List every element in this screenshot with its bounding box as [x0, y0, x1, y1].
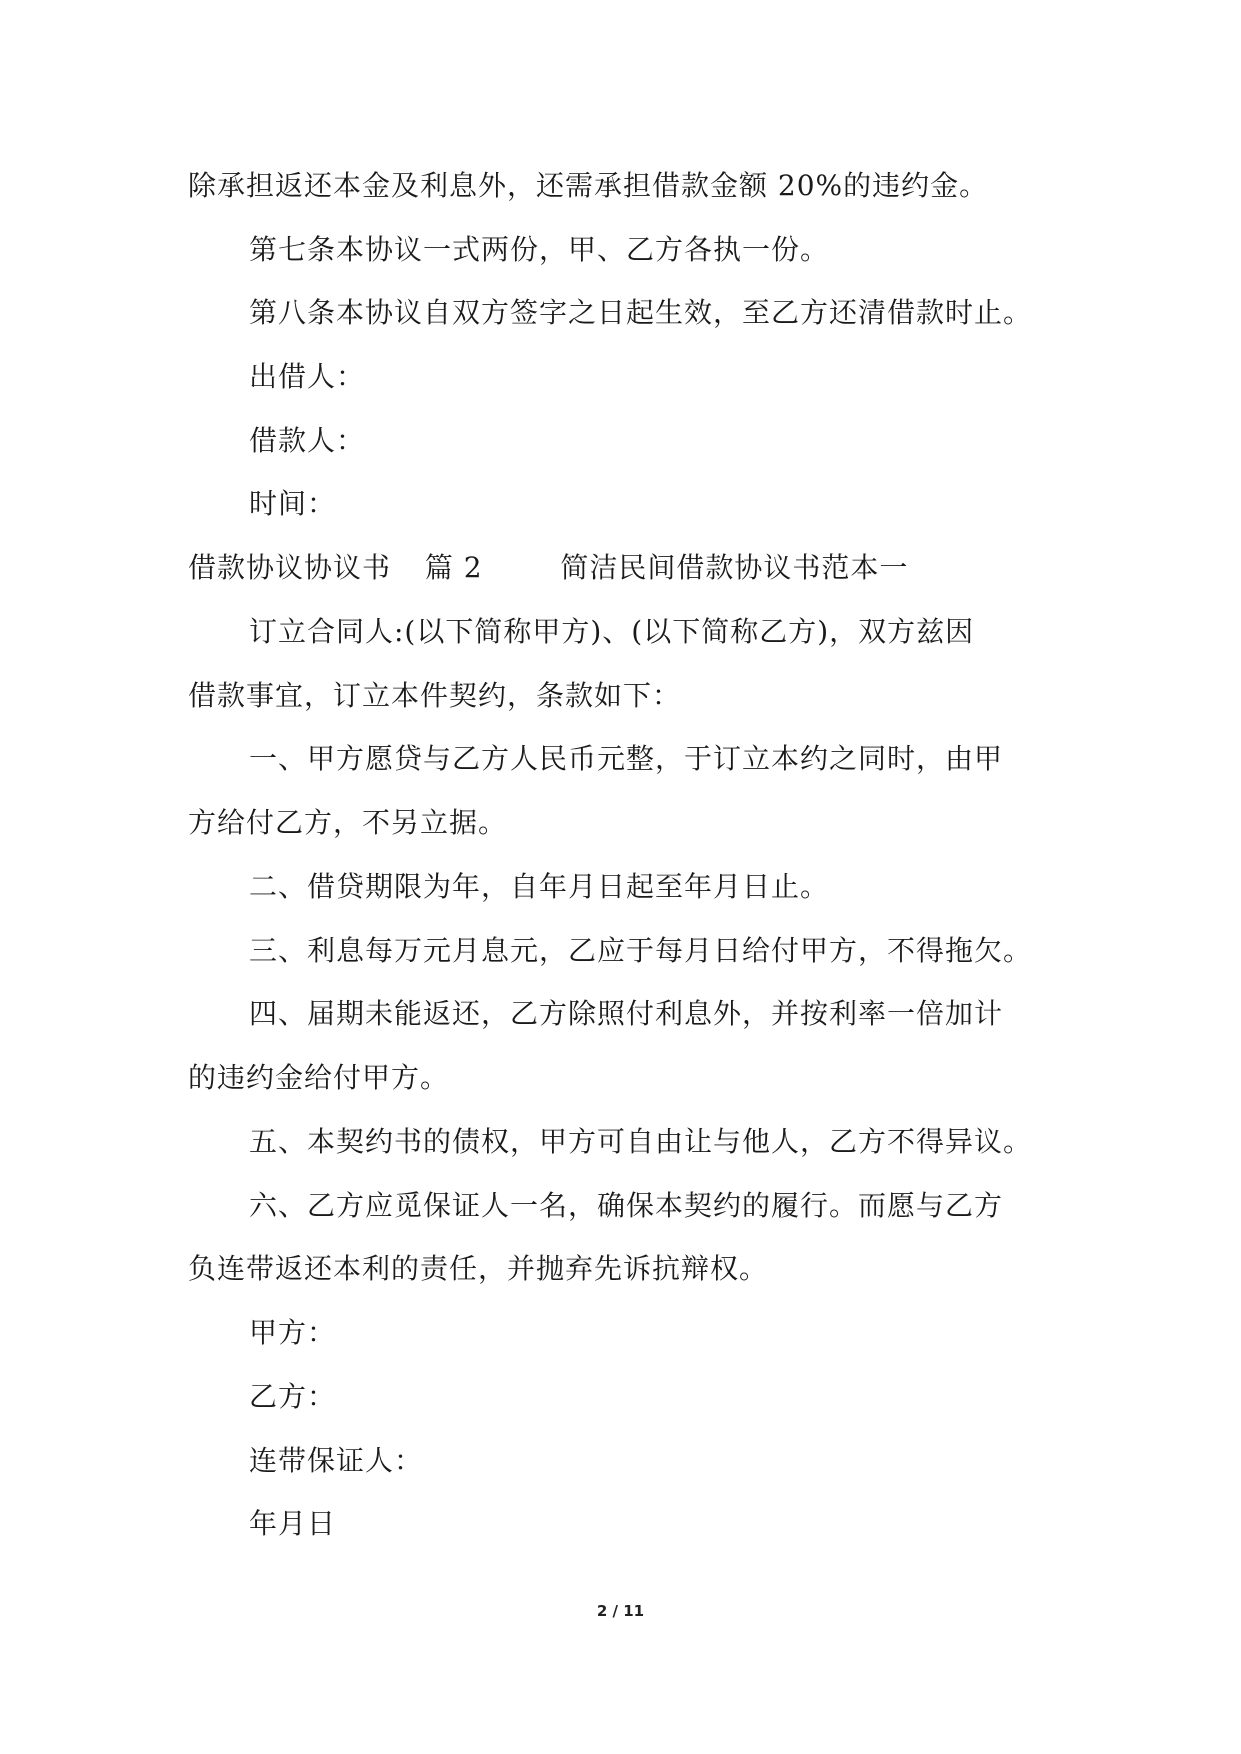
paragraph-line: 除承担返还本金及利息外，还需承担借款金额 20%的违约金。 — [188, 169, 989, 202]
section-heading — [188, 548, 908, 588]
signature-label-guarantor: 连带保证人： — [249, 1444, 424, 1477]
paragraph-line: 第八条本协议自双方签字之日起生效，至乙方还清借款时止。 — [249, 296, 1033, 329]
section-heading-label: 篇 2 — [424, 551, 483, 584]
paragraph-line: 六、乙方应觅保证人一名，确保本契约的履行。而愿与乙方 — [249, 1189, 1004, 1222]
section-heading-title: 借款协议协议书 — [188, 551, 392, 584]
paragraph-line: 二、借贷期限为年，自年月日起至年月日止。 — [249, 870, 830, 903]
signature-label-borrower: 借款人： — [249, 424, 366, 457]
paragraph-line: 方给付乙方，不另立据。 — [188, 806, 508, 839]
paragraph-line: 的违约金给付甲方。 — [188, 1061, 450, 1094]
page-number: 2 / 11 — [596, 1602, 645, 1620]
paragraph-line: 五、本契约书的债权，甲方可自由让与他人，乙方不得异议。 — [249, 1125, 1033, 1158]
paragraph-line: 四、届期未能返还，乙方除照付利息外，并按利率一倍加计 — [249, 997, 1004, 1030]
signature-label-lender: 出借人： — [249, 360, 366, 393]
paragraph-line: 第七条本协议一式两份，甲、乙方各执一份。 — [249, 233, 830, 266]
signature-label-party-b: 乙方： — [249, 1380, 337, 1413]
paragraph-line: 借款事宜，订立本件契约，条款如下： — [188, 679, 682, 712]
signature-label-party-a: 甲方： — [249, 1316, 337, 1349]
signature-label-time: 时间： — [249, 487, 337, 520]
paragraph-line: 负连带返还本利的责任，并抛弃先诉抗辩权。 — [188, 1252, 769, 1285]
signature-label-date: 年月日 — [249, 1507, 337, 1540]
section-heading-subtitle: 简洁民间借款协议书范本一 — [560, 551, 909, 584]
paragraph-line: 三、利息每万元月息元，乙应于每月日给付甲方，不得拖欠。 — [249, 934, 1033, 967]
paragraph-line: 一、甲方愿贷与乙方人民币元整，于订立本约之同时，由甲 — [249, 742, 1004, 775]
paragraph-line: 订立合同人:(以下简称甲方)、(以下简称乙方)，双方兹因 — [249, 615, 975, 648]
